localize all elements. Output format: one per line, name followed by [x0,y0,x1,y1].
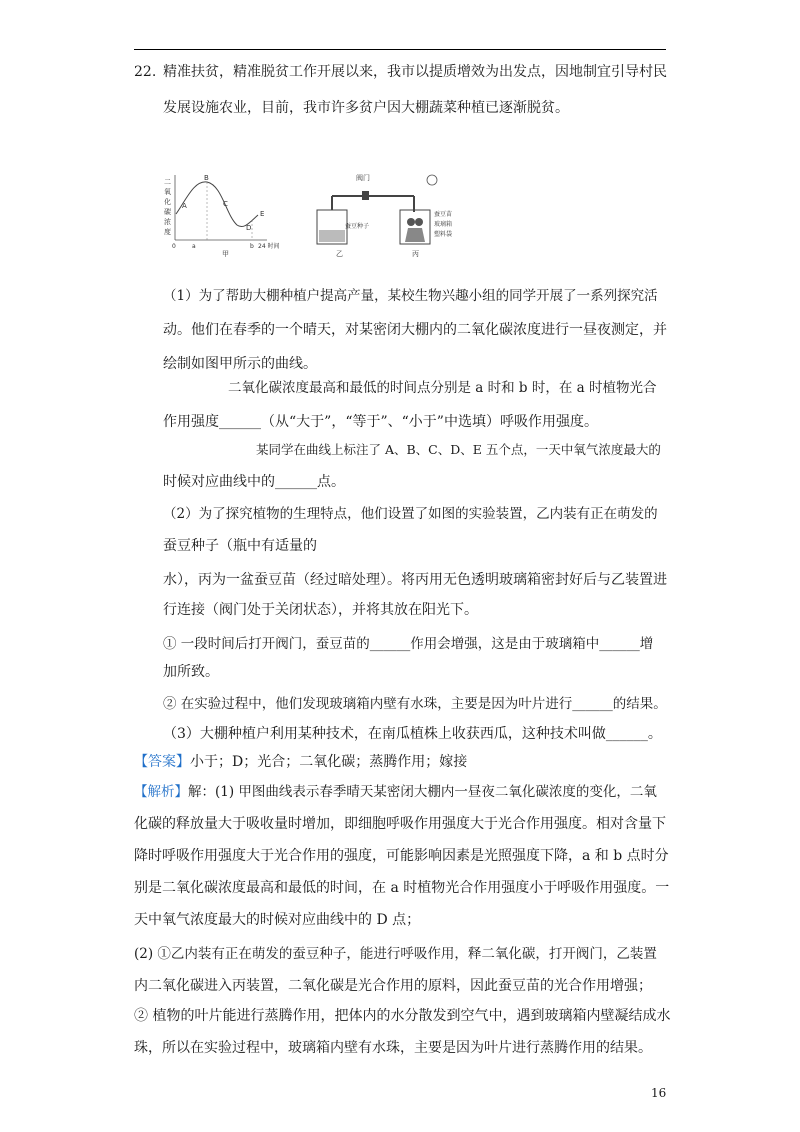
analysis-line9: 珠，所以在实验过程中，玻璃箱内壁有水珠，主要是因为叶片进行蒸腾作用的结果。 [134,1040,652,1056]
graph-x-0: 0 [172,243,176,250]
seed-label: 蚕豆种子 [345,223,370,230]
part1-line2: 动。他们在春季的一个晴天，对某密闭大棚内的二氧化碳浓度进行一昼夜测定，并 [163,322,667,338]
answer-line [134,752,467,772]
part2-q1-line2: 加所致。 [163,664,219,680]
analysis-line6: (2) ①乙内装有正在萌发的蚕豆种子，能进行呼吸作用，释二氧化碳，打开阀门，乙装置 [134,946,657,962]
legend-seedling: 蚕豆苗 [434,211,453,218]
analysis-line5: 天中氧气浓度最大的时候对应曲线中的 D 点； [134,912,421,928]
experiment-figure [162,170,462,260]
analysis-line8: ② 植物的叶片能进行蒸腾作用，把体内的水分散发到空气中，遇到玻璃箱内壁凝结成水 [134,1008,671,1024]
part2-line4: 行连接（阀门处于关闭状态），并将其放在阳光下。 [163,602,478,618]
part2-q1-line1: ① 一段时间后打开阀门，蚕豆苗的______作用会增强，这是由于玻璃箱中______增 [163,636,654,652]
top-rule [134,49,666,50]
part3: （3）大棚种植户利用某种技术，在南瓜植株上收获西瓜，这种技术叫做______。 [163,726,662,742]
part1-q1-line2: 作用强度______（从“大于”，“等于”、“小于”中选填）呼吸作用强度。 [163,414,598,430]
part2-line1: （2）为了探究植物的生理特点，他们设置了如图的实验装置，乙内装有正在萌发的 [163,506,658,522]
part1-q2-line1: 某同学在曲线上标注了 A、B、C、D、E 五个点，一天中氧气浓度最大的 [256,442,661,457]
graph-point-B: B [204,174,209,182]
graph-y-label-0: 二 [164,178,171,186]
part1-line3: 绘制如图甲所示的曲线。 [163,356,317,372]
analysis-line2: 化碳的释放量大于吸收量时增加，即细胞呼吸作用强度大于光合作用强度。相对含量下 [134,816,666,832]
page-number: 16 [651,1086,667,1100]
question-intro-line1: 精准扶贫，精准脱贫工作开展以来，我市以提质增效为出发点，因地制宜引导村民 [163,64,667,80]
graph-y-label-3: 碳 [164,208,171,216]
part1-q2-line2: 时候对应曲线中的______点。 [163,474,345,490]
caption-yi: 乙 [336,250,343,258]
graph-jia [164,174,280,258]
graph-y-label-4: 浓 [164,218,171,226]
graph-x-a: a [192,243,196,250]
graph-y-label-5: 度 [164,228,171,236]
legend-glass-box: 玻璃箱 [434,221,453,228]
caption-bing: 丙 [412,250,419,258]
question-intro-line2: 发展设施农业，目前，我市许多贫户因大棚蔬菜种植已逐渐脱贫。 [163,100,569,116]
graph-x-24: 24 时间 [258,243,280,250]
part2-line2: 蚕豆种子（瓶中有适量的 [163,538,317,554]
graph-point-E: E [260,210,265,218]
graph-point-A: A [182,202,187,210]
part1-line1: （1）为了帮助大棚种植户提高产量，某校生物兴趣小组的同学开展了一系列探究活 [163,288,658,304]
graph-point-C: C [223,200,228,208]
part2-line3: 水），丙为一盆蚕豆苗（经过暗处理）。将丙用无色透明玻璃箱密封好后与乙装置进 [163,572,667,588]
analysis-text-line1: 解：(1) 甲图曲线表示春季晴天某密闭大棚内一昼夜二氧化碳浓度的变化，二氧 [188,784,657,800]
answer-tag: 【答案】 [134,754,190,770]
graph-y-label-2: 化 [164,198,171,206]
graph-x-b: b [250,243,254,250]
part1-q1-line1: 二氧化碳浓度最高和最低的时间点分别是 a 时和 b 时，在 a 时植物光合 [228,380,657,396]
question-number: 22. [134,64,157,80]
answer-text: 小于；D；光合；二氧化碳；蒸腾作用；嫁接 [190,754,468,770]
analysis-tag: 【解析】 [134,784,188,800]
analysis-line4: 别是二氧化碳浓度最高和最低的时间，在 a 时植物光合作用强度小于呼吸作用强度。一 [134,880,670,896]
apparatus [317,173,452,258]
legend-plastic-bag: 塑料袋 [434,231,453,238]
graph-caption-jia: 甲 [222,250,229,258]
valve-label: 阀门 [356,174,370,182]
analysis-line1 [134,782,657,802]
analysis-line3: 降时呼吸作用强度大于光合作用的强度，可能影响因素是光照强度下降，a 和 b 点时分 [134,848,669,864]
part2-q2: ② 在实验过程中，他们发现玻璃箱内壁有水珠，主要是因为叶片进行______的结果。 [163,696,667,712]
graph-y-label-1: 氧 [164,188,171,196]
graph-point-D: D [246,224,252,232]
analysis-line7: 内二氧化碳进入丙装置，二氧化碳是光合作用的原料，因此蚕豆苗的光合作用增强； [134,978,652,994]
